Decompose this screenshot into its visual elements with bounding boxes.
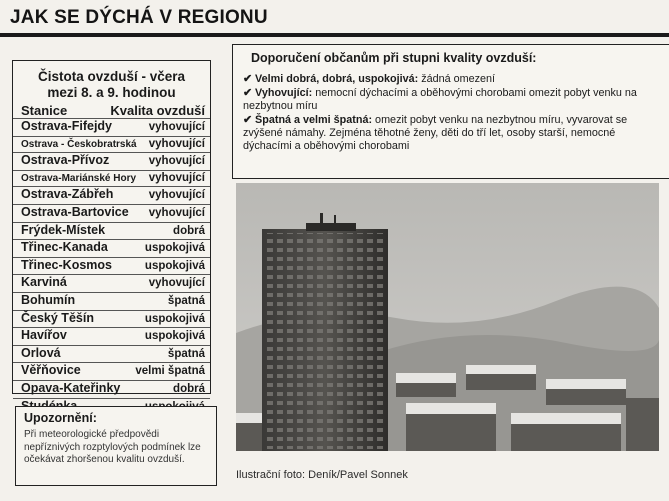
city-photo — [236, 183, 659, 451]
station-quality: vyhovující — [148, 121, 205, 133]
recommendation-label: Špatná a velmi špatná: — [255, 114, 373, 126]
station-name: Ostrava-Bartovice — [21, 204, 129, 219]
station-row — [13, 257, 210, 275]
station-row — [13, 152, 210, 170]
photo-caption: Ilustrační foto: Deník/Pavel Sonnek — [236, 469, 408, 481]
station-name: Opava-Kateřinky — [21, 380, 121, 395]
station-quality: vyhovující — [148, 155, 205, 168]
recommendations-box — [232, 44, 669, 179]
station-quality: velmi špatná — [135, 365, 205, 378]
station-name: Třinec-Kosmos — [21, 257, 112, 272]
station-name: Ostrava-Přívoz — [21, 153, 110, 168]
city-photo-image — [236, 183, 659, 451]
headline: JAK SE DÝCHÁ V REGIONU — [10, 7, 268, 28]
recommendation-text: omezit pobyt venku na nezbytnou míru, vyvarovat se zvýšené námahy. Zejména těhotné ženy, děti do tří let, osoby starší, nemocné dýchacími a oběhovými chorobami — [243, 114, 628, 152]
station-quality: dobrá — [173, 382, 205, 395]
station-quality: vyhovující — [148, 206, 205, 219]
station-name: Český Těšín — [21, 310, 94, 325]
station-row — [13, 170, 210, 187]
station-quality: vyhovující — [148, 277, 205, 290]
warning-box — [15, 406, 217, 486]
stations-table — [12, 60, 211, 394]
station-row — [13, 118, 210, 136]
recommendation-item — [243, 73, 657, 86]
station-name: Ostrava-Fifejdy — [21, 119, 113, 133]
station-quality: uspokojivá — [144, 330, 205, 343]
station-rows — [13, 118, 210, 415]
warning-text: Při meteorologické předpovědi nepříznivých rozptylových podmínek lze očekávat zhoršenou kvalitu ovzduší. — [24, 429, 201, 465]
station-quality: dobrá — [173, 224, 205, 237]
station-row — [13, 362, 210, 380]
recommendation-item — [243, 87, 657, 113]
station-row — [13, 310, 210, 328]
station-quality: uspokojivá — [144, 242, 205, 255]
station-name: Bohumín — [21, 292, 76, 307]
station-quality: uspokojivá — [144, 312, 205, 325]
station-quality: vyhovující — [148, 189, 205, 202]
station-row — [13, 136, 210, 153]
station-name: Věřňovice — [21, 363, 81, 378]
station-name: Karviná — [21, 275, 67, 290]
station-row — [13, 380, 210, 398]
checkmark-icon: ✔ — [243, 87, 253, 99]
recommendation-label: Velmi dobrá, dobrá, uspokojivá: — [255, 73, 419, 85]
recommendation-text: žádná omezení — [418, 73, 496, 85]
warning-title: Upozornění: — [24, 411, 97, 425]
station-row — [13, 292, 210, 310]
checkmark-icon: ✔ — [243, 73, 253, 85]
station-row — [13, 222, 210, 240]
station-row — [13, 327, 210, 345]
stations-header — [13, 101, 210, 118]
recommendations-title: Doporučení občanům při stupni kvality ovzduší: — [251, 51, 537, 65]
station-row — [13, 204, 210, 222]
stations-title — [13, 69, 210, 101]
col-quality: Kvalita ovzduší — [110, 103, 205, 118]
station-row — [13, 239, 210, 257]
station-name: Ostrava - Českobratrská — [21, 138, 137, 150]
station-quality: vyhovující — [148, 171, 205, 184]
station-row — [13, 345, 210, 363]
station-name: Havířov — [21, 328, 67, 343]
headline-rule — [0, 33, 669, 37]
station-name: Ostrava-Mariánské Hory — [21, 172, 137, 184]
station-name: Frýdek-Místek — [21, 222, 106, 237]
recommendation-item — [243, 114, 657, 153]
stations-title-line2: mezi 8. a 9. hodinou — [47, 85, 176, 100]
station-row — [13, 274, 210, 292]
station-name: Orlová — [21, 345, 61, 360]
recommendation-list — [243, 73, 657, 153]
recommendation-text: nemocní dýchacími a oběhovými chorobami omezit pobyt venku na nezbytnou míru — [243, 87, 637, 112]
col-station: Stanice — [21, 103, 68, 118]
station-quality: špatná — [167, 347, 205, 360]
station-quality: uspokojivá — [144, 259, 205, 272]
station-quality: vyhovující — [148, 137, 205, 150]
stations-title-line1: Čistota ovzduší - včera — [37, 69, 186, 84]
station-row — [13, 186, 210, 204]
station-name: Ostrava-Zábřeh — [21, 187, 114, 202]
station-quality: špatná — [167, 294, 205, 307]
checkmark-icon: ✔ — [243, 114, 253, 126]
station-name: Třinec-Kanada — [21, 240, 108, 255]
recommendation-label: Vyhovující: — [255, 87, 313, 99]
